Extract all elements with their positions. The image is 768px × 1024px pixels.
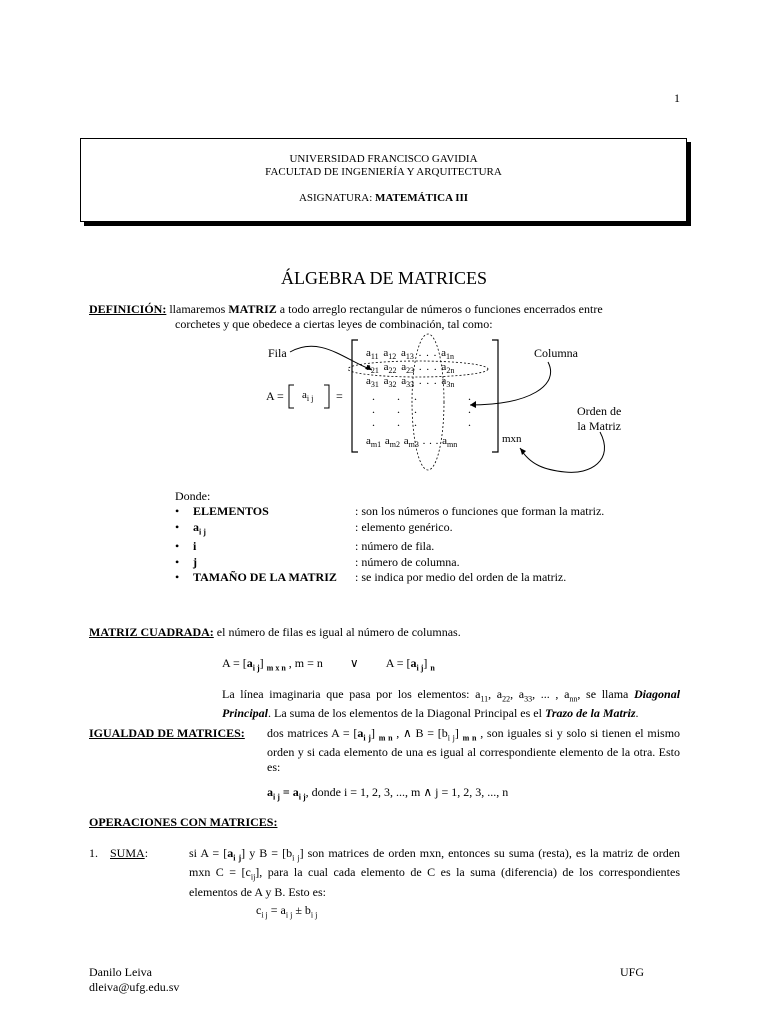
columna-arrow	[470, 362, 551, 405]
aij-left-bracket	[289, 385, 294, 408]
operations-label: OPERACIONES CON MATRICES:	[89, 815, 278, 829]
suma-heading: 1. SUMA:	[89, 846, 149, 860]
fila-arrow	[290, 346, 372, 370]
diagonal-paragraph: La línea imaginaria que pasa por los elementos: $a_{11}$, $a_{22}$, $a_{33}$, ... , $a_{nn}$, se llama Diagonal Principal. La suma de los elementos de la Diagonal Principal es el Trazo de la Matriz.	[222, 687, 681, 721]
equality-label: IGUALDAD DE MATRICES:	[89, 726, 245, 740]
matrix-row-2: $a_{21}$ $a_{22}$ $a_{23}$ . . . $a_{2n}$	[366, 361, 455, 376]
footer-author: Danilo Leiva dleiva@ufg.edu.sv	[89, 965, 180, 994]
svg-text:.: .	[468, 415, 471, 429]
svg-text:.: .	[372, 389, 375, 403]
definition-line2: corchetes y que obedece a ciertas leyes de combinación, tal como:	[175, 317, 493, 331]
orden-arrow	[520, 432, 605, 472]
suma-formula: $c_{i j} = a_{i j} \pm b_{i j}$	[256, 903, 318, 920]
page-number: 1	[674, 91, 680, 105]
list-item: • ELEMENTOS : son los números o funciones que forman la matriz.	[175, 504, 605, 518]
svg-text:.: .	[397, 389, 400, 403]
equals-sign: =	[336, 389, 343, 403]
donde-label: Donde:	[175, 489, 211, 503]
mxn-label: mxn	[502, 433, 522, 445]
equality-paragraph: dos matrices $A = [a_{i j}]$ $_{m n}$ , ∧ $B = [b_{i j}]$ $_{m n}$ , son iguales si y solo si tienen el mismo orden y si cada elemento de una es igual al correspondiente elemento de la otra. Esto es:	[267, 726, 681, 775]
list-item: • $a_{i j}$ : elemento genérico.	[175, 519, 453, 536]
definition-paragraph: DEFINICIÓN: llamaremos MATRIZ a todo arreglo rectangular de números o funciones encerrados entre	[89, 302, 603, 316]
matrix-dots	[372, 389, 471, 429]
matrix-row-1: $a_{11}$ $a_{12}$ $a_{13}$ . . . $a_{1n}$	[366, 347, 455, 362]
square-matrix-label: MATRIZ CUADRADA:	[89, 625, 214, 639]
university-name: UNIVERSIDAD FRANCISCO GAVIDIA	[289, 153, 478, 165]
square-matrix-formula: $A = [a_{i j}]$ $_{m x n}$ , m = n ∨ $A = [a_{i j}]$ $_n$	[222, 656, 435, 673]
suma-paragraph: si $A = [a_{i j}]$ y $B = [b_{i j}]$ son matrices de orden mxn, entonces su suma (resta), es la matriz de orden mxn $C = [c_{ij}]$, para la cual cada elemento de C es la suma (diferencia) de los correspondientes elementos de A y B. Esto es:	[189, 846, 681, 899]
definition-label: DEFINICIÓN:	[89, 302, 167, 316]
list-item: • i : número de fila.	[175, 539, 435, 554]
a-equals: A =	[266, 389, 284, 403]
svg-text:.: .	[468, 389, 471, 403]
columna-label: Columna	[534, 346, 578, 360]
definitions-list	[175, 504, 604, 586]
faculty-name: FACULTAD DE INGENIERÍA Y ARQUITECTURA	[265, 166, 502, 178]
aij-element: $a_{i j}$	[302, 389, 314, 404]
matrix-row-m: $a_{m1}$ $a_{m2}$ $a_{m3}$ . . . $a_{mn}$	[366, 435, 458, 450]
page-title: ÁLGEBRA DE MATRICES	[280, 268, 487, 288]
equality-formula: $a_{i j} = a_{i j}$, donde i = 1, 2, 3, ..., m ∧ j = 1, 2, 3, ..., n	[267, 785, 509, 802]
footer-org: UFG	[620, 965, 645, 979]
fila-label: Fila	[268, 346, 287, 360]
square-matrix-paragraph: MATRIZ CUADRADA: el número de filas es igual al número de columnas.	[89, 625, 461, 639]
svg-text:.: .	[414, 415, 417, 429]
svg-text:.: .	[468, 402, 471, 416]
matrix-left-bracket	[352, 340, 358, 452]
footer-email: dleiva@ufg.edu.sv	[89, 980, 180, 994]
matrix-right-bracket	[492, 340, 498, 452]
aij-right-bracket	[324, 385, 329, 408]
orden-label: Orden de la Matriz	[577, 404, 622, 433]
svg-text:.: .	[414, 389, 417, 403]
subject-line: ASIGNATURA: MATEMÁTICA III	[298, 192, 469, 204]
svg-text:.: .	[372, 402, 375, 416]
svg-text:.: .	[397, 402, 400, 416]
svg-text:.: .	[414, 402, 417, 416]
header-box	[80, 138, 687, 222]
svg-text:.: .	[372, 415, 375, 429]
list-item: • j : número de columna.	[175, 554, 460, 569]
matrix-row-3: $a_{31}$ $a_{32}$ $a_{33}$ . . . $a_{3n}$	[366, 375, 455, 390]
list-item: • TAMAÑO DE LA MATRIZ : se indica por medio del orden de la matriz.	[175, 570, 567, 585]
subject-name: MATEMÁTICA III	[375, 192, 469, 204]
svg-text:.: .	[397, 415, 400, 429]
